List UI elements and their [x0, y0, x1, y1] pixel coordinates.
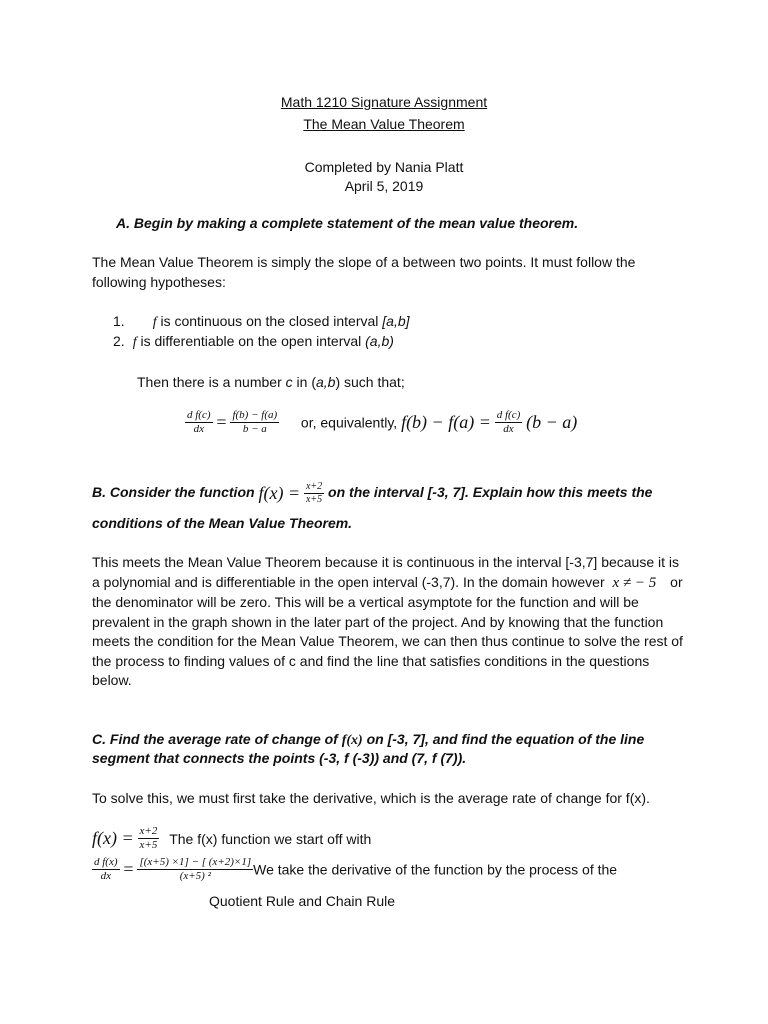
function-lhs: f(x) = [92, 828, 134, 848]
function-symbol: f [132, 335, 137, 350]
fx-symbol: f(x) [341, 733, 363, 748]
function-fraction: $\frac{x+2}{x+5}$ [139, 825, 158, 851]
section-c-heading [92, 731, 644, 749]
interval: (a,b) [365, 333, 394, 349]
function-fraction: $\frac{x+2}{x+5}$ [305, 481, 323, 505]
section-b-heading-line2: conditions of the Mean Value Theorem. [92, 515, 353, 531]
rhs-fraction: $\frac{f(b) - f(a)}{b - a}$ [232, 409, 278, 435]
heading-text-end: on [-3, 7], and find the equation of the line [362, 731, 645, 747]
then-text: Then there is a number [137, 374, 286, 390]
course-title: Math 1210 Signature Assignment [280, 94, 488, 110]
section-b-body-line6: the process to finding values of c and find the line that satisfies conditions in the questions [92, 653, 650, 669]
list-text: is continuous on the closed interval [156, 313, 383, 329]
derivative-note-line2: Quotient Rule and Chain Rule [209, 893, 396, 909]
equals-sign: = [123, 859, 134, 879]
assignment-title: The Mean Value Theorem [303, 116, 465, 132]
heading-text: B. Consider the function [92, 484, 259, 501]
equals-sign: = [216, 412, 227, 432]
then-text-end: ) such that; [335, 374, 405, 390]
heading-text-end: on the interval [-3, 7]. Explain how this meets the [324, 484, 653, 501]
section-b-body-line3: the denominator will be zero. This will be a vertical asymptote for the function and will be [92, 594, 639, 610]
then-text-mid: in ( [292, 374, 316, 390]
list-number: 1. [113, 313, 125, 329]
then-statement [137, 374, 405, 390]
body-text: a polynomial and is differentiable in the open interval (-3,7). In the domain however [92, 574, 605, 590]
function-symbol: f [152, 315, 157, 330]
derivative-formula [92, 857, 617, 882]
hypothesis-item-1 [113, 313, 410, 331]
section-b-body-line4: prevalent in the graph shown in the later part of the project. And by knowing that the function [92, 614, 664, 630]
section-a-intro-line2: following hypotheses: [92, 274, 226, 290]
section-b-heading [92, 482, 652, 505]
function-definition [92, 826, 371, 851]
lhs-fraction: $\frac{\text{d f(c)}}{dx}$ [187, 409, 211, 435]
section-b-body-line1: This meets the Mean Value Theorem because it is continuous in the interval [-3,7] because it is [92, 554, 680, 570]
section-b-body-line5: meets the condition for the Mean Value Theorem, we can then thus continue to solve the rest of [92, 633, 683, 649]
section-c-intro: To solve this, we must first take the derivative, which is the average rate of change for f(x). [92, 790, 650, 806]
section-a-heading: A. Begin by making a complete statement of the mean value theorem. [116, 215, 579, 231]
domain-restriction: x ≠ − 5 [612, 575, 657, 591]
body-text-end: or [670, 574, 683, 590]
date-line: April 5, 2019 [344, 178, 424, 194]
section-b-body-line7: below. [92, 672, 132, 688]
function-note: The f(x) function we start off with [169, 830, 372, 847]
equiv-fraction: $\frac{\text{d f(c)}}{dx}$ [496, 409, 521, 435]
section-a-intro-line1: The Mean Value Theorem is simply the slope of a between two points. It must follow the [92, 254, 636, 270]
interval: [a,b] [382, 313, 410, 329]
function-lhs: f(x) = [258, 483, 301, 503]
mvt-formula [185, 410, 577, 435]
quotient-fraction: $\frac{[(x+5) \times 1] - [ (x+2)\times 1]}{\text{(x+5) ²}}$ [139, 856, 252, 882]
c-symbol: c [285, 374, 293, 390]
ab-symbol: a,b [315, 374, 336, 390]
or-equivalently: or, equivalently, [300, 414, 398, 431]
equiv-right: (b − a) [526, 412, 578, 432]
list-text: is differentiable on the open interval [136, 333, 366, 349]
hypothesis-item-2 [113, 333, 394, 351]
derivative-note: We take the derivative of the function by the process of the [253, 861, 618, 878]
derivative-lhs: $\frac{\text{d f(x)}}{dx}$ [94, 856, 118, 882]
heading-text: C. Find the average rate of change of [92, 731, 342, 747]
author-line: Completed by Nania Platt [304, 159, 464, 175]
section-c-heading-line2: segment that connects the points (-3, f (-3)) and (7, f (7)). [92, 750, 467, 766]
equiv-left: f(b) − f(a) = [401, 412, 491, 432]
list-number: 2. [113, 333, 125, 349]
section-b-body-line2 [92, 573, 683, 594]
